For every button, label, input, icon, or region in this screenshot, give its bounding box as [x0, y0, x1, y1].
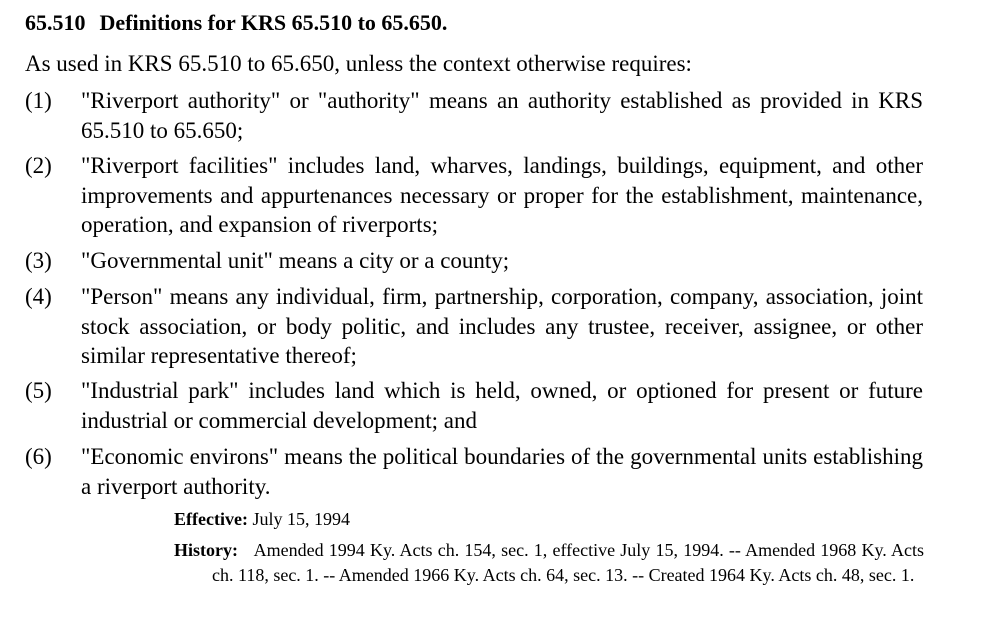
definition-text: "Governmental unit" means a city or a county;: [81, 248, 510, 273]
definition-item-4: [25, 282, 923, 371]
definition-item-6: [25, 442, 923, 501]
definition-item-2: [25, 151, 923, 240]
definition-marker: (5): [25, 378, 52, 403]
section-heading: [25, 10, 447, 36]
definition-marker: (6): [25, 444, 52, 469]
effective-value: July 15, 1994: [252, 509, 350, 529]
definition-marker: (1): [25, 88, 52, 113]
history-note: [174, 538, 924, 588]
definition-text: "Economic environs" means the political boundaries of the governmental units establishing a riverport authority.: [81, 444, 923, 499]
definition-item-3: [25, 246, 923, 276]
history-value: Amended 1994 Ky. Acts ch. 154, sec. 1, effective July 15, 1994. -- Amended 1968 Ky. Acts ch. 118, sec. 1. -- Amended 1966 Ky. Acts ch. 64, sec. 13. -- Created 1964 Ky. Acts ch. 48, sec. 1.: [212, 540, 925, 585]
definition-marker: (2): [25, 153, 52, 178]
definition-text: "Riverport authority" or "authority" means an authority established as provided in KRS 65.510 to 65.650;: [81, 88, 923, 143]
definition-marker: (3): [25, 248, 52, 273]
section-number: 65.510: [25, 10, 86, 35]
history-label: History:: [174, 540, 238, 560]
definition-item-1: [25, 86, 923, 145]
definition-text: "Industrial park" includes land which is held, owned, or optioned for present or future industrial or commercial development; and: [81, 378, 923, 433]
effective-note: [174, 507, 924, 532]
definition-text: "Riverport facilities" includes land, wharves, landings, buildings, equipment, and other improvements and appurtenances necessary or proper for the establishment, maintenance, operation, and expansion of riverports;: [81, 153, 923, 237]
definition-marker: (4): [25, 284, 52, 309]
intro-text: As used in KRS 65.510 to 65.650, unless the context otherwise requires:: [25, 51, 692, 76]
section-title: Definitions for KRS 65.510 to 65.650.: [99, 10, 448, 35]
definition-text: "Person" means any individual, firm, partnership, corporation, company, association, joint stock association, or body politic, and includes any trustee, receiver, assignee, or other similar representative thereof;: [81, 284, 923, 368]
effective-label: Effective:: [174, 509, 248, 529]
definition-item-5: [25, 376, 923, 435]
